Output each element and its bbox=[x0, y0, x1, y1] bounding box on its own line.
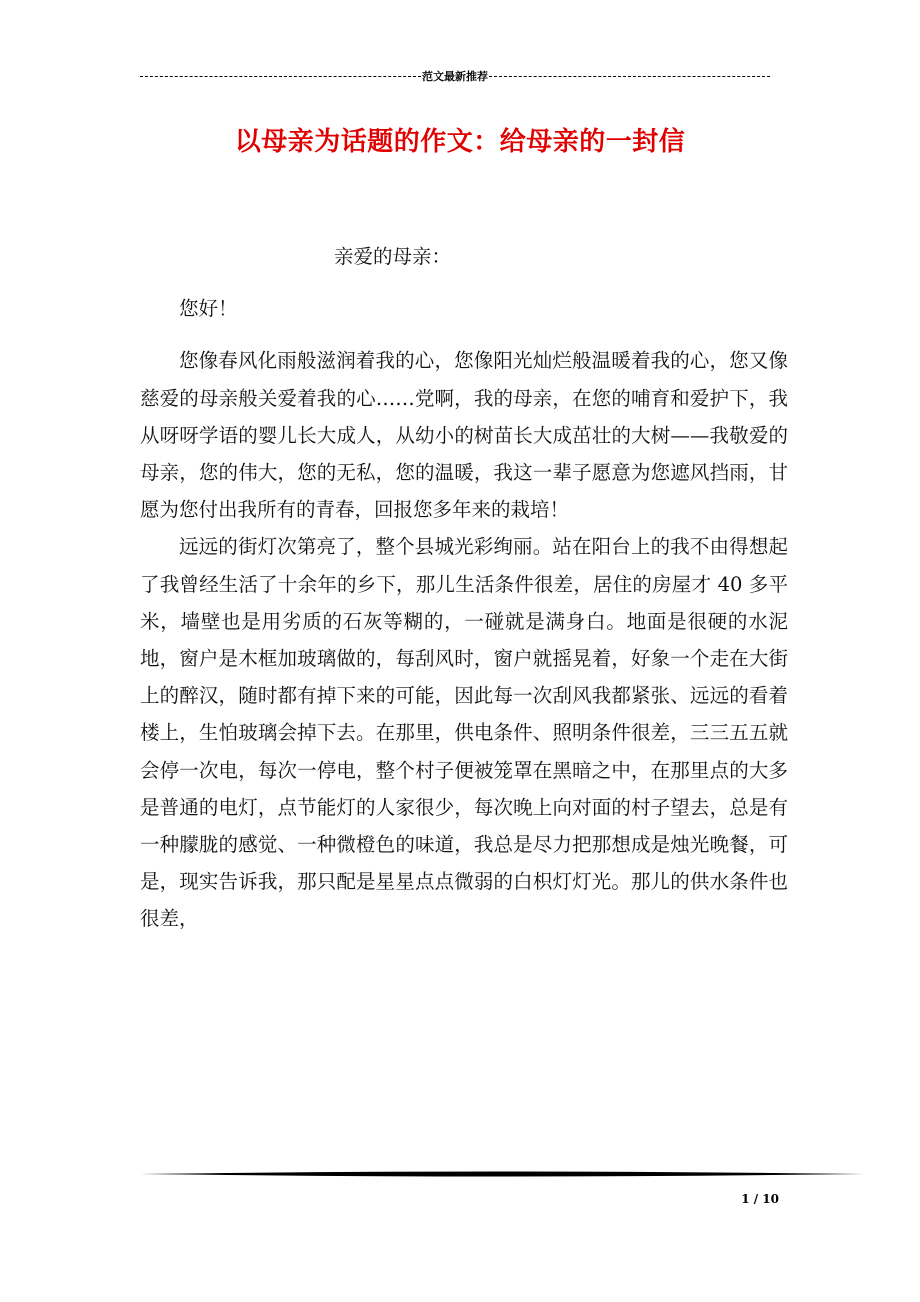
document-title: 以母亲为话题的作文：给母亲的一封信 bbox=[234, 127, 686, 157]
paragraph-2: 远远的街灯次第亮了，整个县城光彩绚丽。站在阳台上的我不由得想起了我曾经生活了十余年的乡下，那儿生活条件很差，居住的房屋才 40 多平米，墙壁也是用劣质的石灰等糊的，一碰就是满身白。地面是很硬的水泥地，窗户是木框加玻璃做的，每刮风时，窗户就摇晃着，好象一个走在大街上的醉汉，随时都有掉下来的可能，因此每一次刮风我都紧张、远远的看着楼上，生怕玻璃会掉下去。在那里，供电条件、照明条件很差，三三五五就会停一次电，每次一停电，整个村子便被笼罩在黑暗之中，在那里点的大多是普通的电灯，点节能灯的人家很少，每次晚上向对面的村子望去，总是有一种朦胧的感觉、一种微橙色的味道，我总是尽力把那想成是烛光晚餐，可是，现实告诉我，那只配是星星点点微弱的白枳灯灯光。那儿的供水条件也很差， bbox=[140, 535, 788, 931]
header-label: 范文最新推荐 bbox=[422, 70, 488, 83]
letter-body bbox=[140, 238, 788, 938]
letter-salutation: 亲爱的母亲： bbox=[334, 245, 452, 268]
paragraph-1: 您像春风化雨般滋润着我的心，您像阳光灿烂般温暖着我的心，您又像慈爱的母亲般关爱着我的心……党啊，我的母亲，在您的哺育和爱护下，我从呀呀学语的婴儿长大成人，从幼小的树苗长大成茁壮的大树——我敬爱的母亲，您的伟大，您的无私，您的温暖，我这一辈子愿意为您遮风挡雨，甘愿为您付出我所有的青春，回报您多年来的栽培！ bbox=[140, 349, 788, 522]
letter-greeting: 您好！ bbox=[179, 297, 238, 321]
page-number: 1 / 10 bbox=[741, 1192, 779, 1206]
page-header bbox=[140, 68, 770, 84]
header-dash-right bbox=[489, 76, 770, 77]
footer-rule bbox=[140, 1170, 864, 1178]
header-dash-left bbox=[140, 76, 421, 77]
